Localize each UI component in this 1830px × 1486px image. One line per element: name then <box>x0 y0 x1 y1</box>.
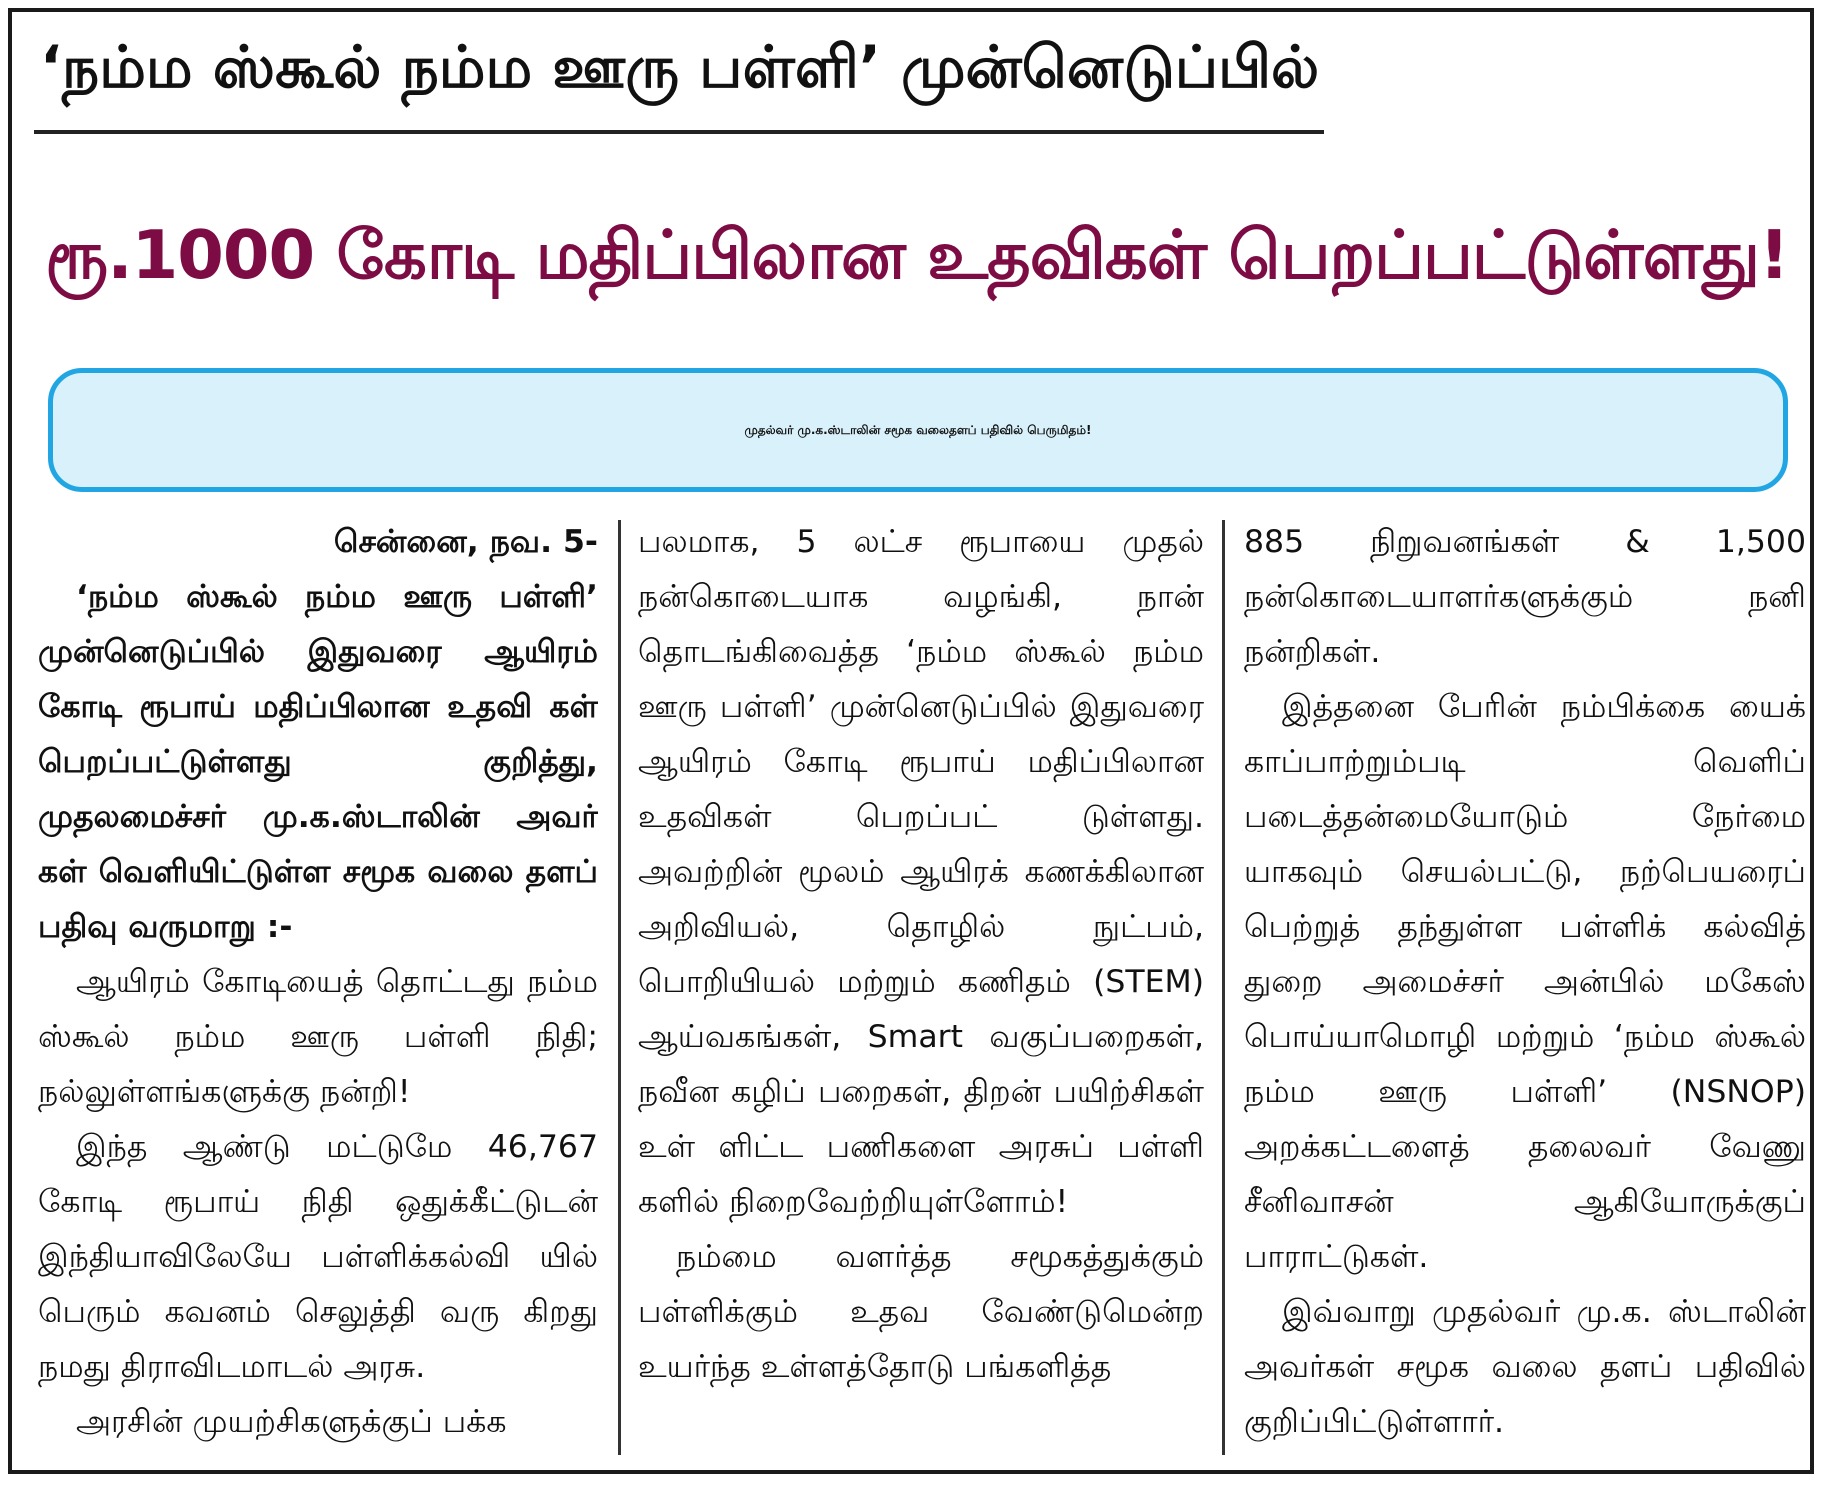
dateline: சென்னை, நவ. 5- <box>333 524 598 560</box>
headline: ரூ.1000 கோடி மதிப்பிலான உதவிகள் பெறப்பட்டுள்ளது! <box>45 216 1789 294</box>
column-divider <box>618 520 621 1455</box>
kicker-title: ‘நம்ம ஸ்கூல் நம்ம ஊரு பள்ளி’ முன்னெடுப்பில் <box>40 33 1320 101</box>
body-paragraph: நம்மை வளர்த்த சமூகத்துக்கும் பள்ளிக்கும் உதவ வேண்டுமென்ற உயர்ந்த உள்ளத்தோடு பங்களித்த <box>638 1239 1204 1385</box>
body-paragraph: ஆயிரம் கோடியைத் தொட்டது நம்ம ஸ்கூல் நம்ம ஊரு பள்ளி நிதி; நல்லுள்ளங்களுக்கு நன்றி! <box>38 964 598 1110</box>
lead-paragraph: ‘நம்ம ஸ்கூல் நம்ம ஊரு பள்ளி’ முன்னெடுப்பில் இதுவரை ஆயிரம் கோடி ரூபாய் மதிப்பிலான உதவி கள் பெறப்பட்டுள்ளது குறித்து, முதலமைச்சர் மு.க.ஸ்டாலின் அவர் கள் வெளியிட்டுள்ள சமூக வலை தளப் பதிவு வருமாறு :- <box>38 579 598 945</box>
deck-box <box>48 368 1788 492</box>
body-paragraph: இவ்வாறு முதல்வர் மு.க. ஸ்டாலின் அவர்கள் சமூக வலை தளப் பதிவில் குறிப்பிட்டுள்ளார். <box>1244 1294 1806 1440</box>
body-paragraph: அரசின் முயற்சிகளுக்குப் பக்க <box>76 1404 507 1440</box>
body-paragraph: இந்த ஆண்டு மட்டுமே 46,767 கோடி ரூபாய் நிதி ஒதுக்கீட்டுடன் இந்தியாவிலேயே பள்ளிக்கல்வி யில் பெரும் கவனம் செலுத்தி வரு கிறது நமது திராவிடமாடல் அரசு. <box>38 1129 598 1385</box>
column-1 <box>38 515 598 1455</box>
column-3 <box>1244 515 1806 1455</box>
kicker-underline <box>34 130 1324 134</box>
column-divider <box>1222 520 1225 1455</box>
column-2 <box>638 515 1204 1455</box>
body-paragraph: பலமாக, 5 லட்ச ரூபாயை முதல் நன்கொடையாக வழங்கி, நான் தொடங்கிவைத்த ‘நம்ம ஸ்கூல் நம்ம ஊரு பள்ளி’ முன்னெடுப்பில் இதுவரை ஆயிரம் கோடி ரூபாய் மதிப்பிலான உதவிகள் பெறப்பட் டுள்ளது. அவற்றின் மூலம் ஆயிரக் கணக்கிலான அறிவியல், தொழில் நுட்பம், பொறியியல் மற்றும் கணிதம் (STEM) ஆய்வகங்கள், Smart வகுப்பறைகள், நவீன கழிப் பறைகள், திறன் பயிற்சிகள் உள் ளிட்ட பணிகளை அரசுப் பள்ளி களில் நிறைவேற்றியுள்ளோம்! <box>638 524 1204 1220</box>
body-paragraph: 885 நிறுவனங்கள் & 1,500 நன்கொடையாளர்களுக்கும் நனி நன்றிகள். <box>1244 524 1806 670</box>
body-paragraph: இத்தனை பேரின் நம்பிக்கை யைக் காப்பாற்றும்படி வெளிப் படைத்தன்மையோடும் நேர்மை யாகவும் செயல்பட்டு, நற்பெயரைப் பெற்றுத் தந்துள்ள பள்ளிக் கல்வித் துறை அமைச்சர் அன்பில் மகேஸ் பொய்யாமொழி மற்றும் ‘நம்ம ஸ்கூல் நம்ம ஊரு பள்ளி’ (NSNOP) அறக்கட்டளைத் தலைவர் வேணு சீனிவாசன் ஆகியோருக்குப் பாராட்டுகள். <box>1244 689 1806 1275</box>
deck-text: முதல்வர் மு.க.ஸ்டாலின் சமூக வலைதளப் பதிவில் பெருமிதம்! <box>744 423 1092 437</box>
